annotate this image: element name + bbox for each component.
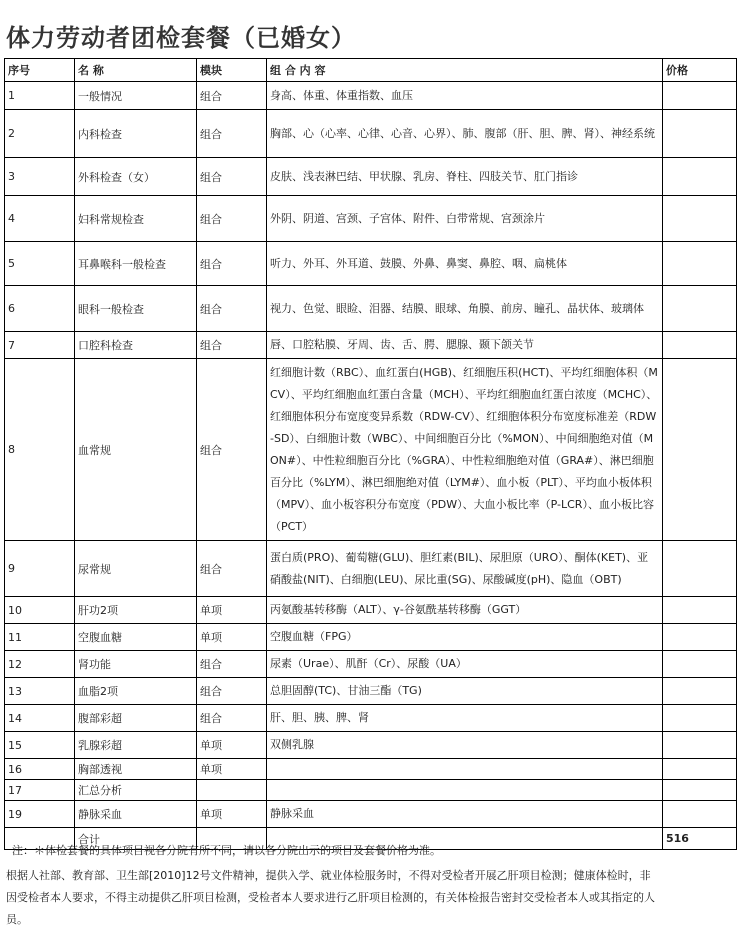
table-row — [5, 801, 737, 828]
table-row — [5, 359, 737, 541]
row-name: 眼科一般检查 — [75, 286, 197, 332]
row-price — [663, 286, 737, 332]
table-row — [5, 759, 737, 780]
row-name: 肾功能 — [75, 651, 197, 678]
notes-section — [6, 840, 658, 931]
row-no: 19 — [5, 801, 75, 828]
row-module: 组合 — [197, 82, 267, 110]
row-content — [267, 759, 663, 780]
header-module: 模块 — [197, 59, 267, 82]
row-content: 双侧乳腺 — [267, 732, 663, 759]
row-no: 6 — [5, 286, 75, 332]
row-content: 蛋白质(PRO)、葡萄糖(GLU)、胆红素(BIL)、尿胆原（URO）、酮体(KET)、亚硝酸盐(NIT)、白细胞(LEU)、尿比重(SG)、尿酸碱度(pH)、隐血（OBT) — [267, 541, 663, 597]
row-module: 组合 — [197, 286, 267, 332]
row-module: 组合 — [197, 158, 267, 196]
row-content: 外阴、阴道、宫颈、子宫体、附件、白带常规、宫颈涂片 — [267, 196, 663, 242]
table-row — [5, 705, 737, 732]
row-no: 11 — [5, 624, 75, 651]
row-price — [663, 541, 737, 597]
table-row — [5, 286, 737, 332]
row-no: 12 — [5, 651, 75, 678]
row-content — [267, 780, 663, 801]
row-name: 汇总分析 — [75, 780, 197, 801]
row-name: 外科检查（女） — [75, 158, 197, 196]
row-no: 7 — [5, 332, 75, 359]
table-row — [5, 242, 737, 286]
row-no: 8 — [5, 359, 75, 541]
row-no: 2 — [5, 110, 75, 158]
row-name: 乳腺彩超 — [75, 732, 197, 759]
row-name: 胸部透视 — [75, 759, 197, 780]
row-no: 4 — [5, 196, 75, 242]
row-no: 10 — [5, 597, 75, 624]
total-price: 516 — [663, 828, 737, 850]
row-no: 13 — [5, 678, 75, 705]
row-price — [663, 759, 737, 780]
row-module — [197, 780, 267, 801]
table-row — [5, 678, 737, 705]
row-content: 听力、外耳、外耳道、鼓膜、外鼻、鼻窦、鼻腔、咽、扁桃体 — [267, 242, 663, 286]
row-no: 5 — [5, 242, 75, 286]
row-no: 15 — [5, 732, 75, 759]
row-module: 单项 — [197, 801, 267, 828]
row-price — [663, 597, 737, 624]
row-price — [663, 678, 737, 705]
row-content: 静脉采血 — [267, 801, 663, 828]
row-price — [663, 780, 737, 801]
row-no: 17 — [5, 780, 75, 801]
row-name: 空腹血糖 — [75, 624, 197, 651]
row-module: 组合 — [197, 242, 267, 286]
row-no: 14 — [5, 705, 75, 732]
row-no: 3 — [5, 158, 75, 196]
row-price — [663, 242, 737, 286]
row-no: 16 — [5, 759, 75, 780]
table-row — [5, 597, 737, 624]
table-row — [5, 624, 737, 651]
row-content: 总胆固醇(TC)、甘油三酯（TG) — [267, 678, 663, 705]
row-price — [663, 82, 737, 110]
row-content: 红细胞计数（RBC）、血红蛋白(HGB)、红细胞压积(HCT)、平均红细胞体积（MCV）、平均红细胞血红蛋白含量（MCH）、平均红细胞血红蛋白浓度（MCHC）、红细胞体积分布宽度变异系数（RDW-CV）、红细胞体积分布宽度标准差（RDW-SD）、白细胞计数（WBC）、中间细胞百分比（%MON）、中间细胞绝对值（MON#）、中性粒细胞百分比（%GRA）、中性粒细胞绝对值（GRA#）、淋巴细胞百分比（%LYM）、淋巴细胞绝对值（LYM#）、血小板（PLT）、平均血小板体积（MPV）、血小板容积分布宽度（PDW）、大血小板比率（P-LCR）、血小板比容（PCT） — [267, 359, 663, 541]
header-content: 组 合 内 容 — [267, 59, 663, 82]
table-header-row — [5, 59, 737, 82]
table-row — [5, 651, 737, 678]
row-price — [663, 732, 737, 759]
row-name: 口腔科检查 — [75, 332, 197, 359]
row-content: 肝、胆、胰、脾、肾 — [267, 705, 663, 732]
row-content: 唇、口腔粘膜、牙周、齿、舌、腭、腮腺、颞下颌关节 — [267, 332, 663, 359]
row-module: 单项 — [197, 732, 267, 759]
row-name: 耳鼻喉科一般检查 — [75, 242, 197, 286]
row-content: 皮肤、浅表淋巴结、甲状腺、乳房、脊柱、四肢关节、肛门指诊 — [267, 158, 663, 196]
header-price: 价格 — [663, 59, 737, 82]
row-price — [663, 801, 737, 828]
checkup-package-table — [4, 58, 737, 850]
note-price-disclaimer: 注：＊体检套餐的具体项目视各分院有所不同，请以各分院出示的项目及套餐价格为准。 — [12, 844, 441, 857]
row-module: 组合 — [197, 332, 267, 359]
table-row — [5, 110, 737, 158]
row-module: 单项 — [197, 759, 267, 780]
row-module: 组合 — [197, 651, 267, 678]
row-name: 妇科常规检查 — [75, 196, 197, 242]
row-no: 1 — [5, 82, 75, 110]
header-no: 序号 — [5, 59, 75, 82]
row-price — [663, 196, 737, 242]
row-module: 组合 — [197, 678, 267, 705]
row-module: 组合 — [197, 705, 267, 732]
table-row — [5, 82, 737, 110]
row-price — [663, 651, 737, 678]
table-row — [5, 332, 737, 359]
table-row — [5, 158, 737, 196]
row-name: 静脉采血 — [75, 801, 197, 828]
row-content: 尿素（Urae）、肌酐（Cr）、尿酸（UA） — [267, 651, 663, 678]
row-module: 组合 — [197, 110, 267, 158]
row-price — [663, 158, 737, 196]
row-price — [663, 705, 737, 732]
table-row — [5, 780, 737, 801]
row-price — [663, 624, 737, 651]
row-content: 视力、色觉、眼睑、泪器、结膜、眼球、角膜、前房、瞳孔、晶状体、玻璃体 — [267, 286, 663, 332]
row-content: 空腹血糖（FPG） — [267, 624, 663, 651]
row-name: 内科检查 — [75, 110, 197, 158]
row-name: 肝功2项 — [75, 597, 197, 624]
row-name: 尿常规 — [75, 541, 197, 597]
page-title: 体力劳动者团检套餐（已婚女） — [6, 23, 356, 52]
row-name: 一般情况 — [75, 82, 197, 110]
row-content: 身高、体重、体重指数、血压 — [267, 82, 663, 110]
header-name: 名 称 — [75, 59, 197, 82]
row-content: 胸部、心（心率、心律、心音、心界）、肺、腹部（肝、胆、脾、肾）、神经系统 — [267, 110, 663, 158]
note-hepatitis-policy: 根据人社部、教育部、卫生部[2010]12号文件精神，提供入学、就业体检服务时，不得对受检者开展乙肝项目检测；健康体检时，非因受检者本人要求，不得主动提供乙肝项目检测，受检者本人要求进行乙肝项目检测的，有关体检报告密封交受检者本人或其指定的人员。 — [6, 869, 655, 926]
table-row — [5, 196, 737, 242]
row-module: 组合 — [197, 359, 267, 541]
row-module: 组合 — [197, 541, 267, 597]
row-no: 9 — [5, 541, 75, 597]
row-module: 单项 — [197, 624, 267, 651]
row-price — [663, 332, 737, 359]
table-row — [5, 541, 737, 597]
row-price — [663, 110, 737, 158]
total-label: 合计 — [75, 828, 197, 850]
row-name: 血常规 — [75, 359, 197, 541]
row-price — [663, 359, 737, 541]
row-name: 腹部彩超 — [75, 705, 197, 732]
row-name: 血脂2项 — [75, 678, 197, 705]
row-content: 丙氨酸基转移酶（ALT）、γ-谷氨酰基转移酶（GGT） — [267, 597, 663, 624]
row-module: 组合 — [197, 196, 267, 242]
table-row — [5, 732, 737, 759]
row-module: 单项 — [197, 597, 267, 624]
